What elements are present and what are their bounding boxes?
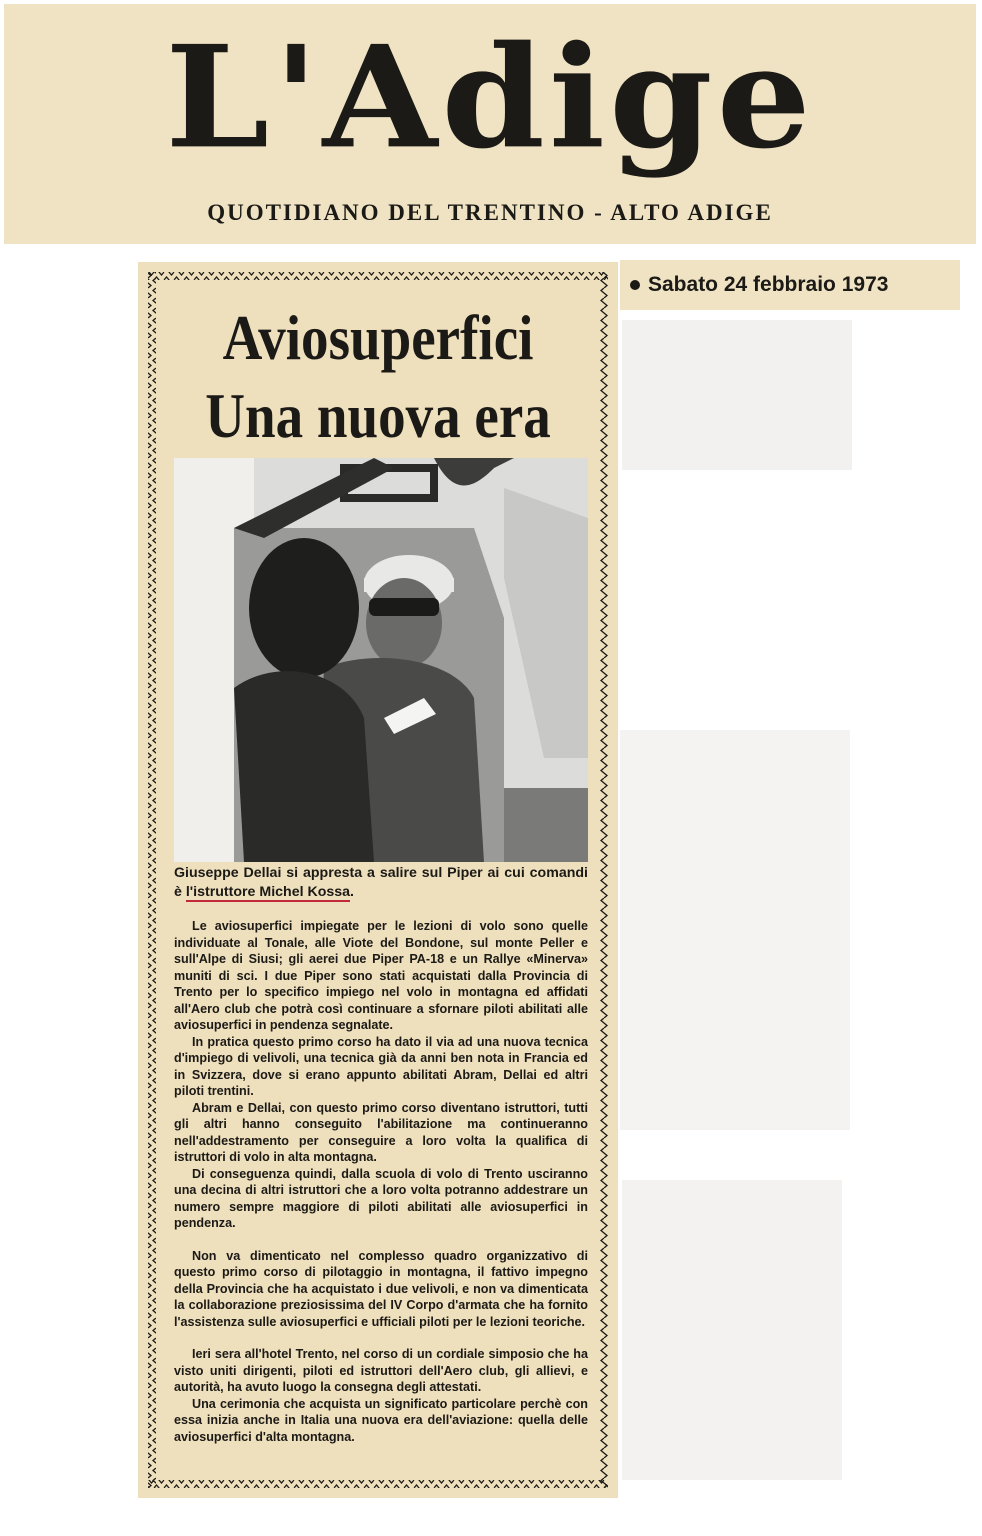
paragraph: In pratica questo primo corso ha dato il via ad una nuova tecnica d'impiego di velivoli, una tecnica già da anni ben nota in Francia ed in Svizzera, dove si erano appunto abilitati Abram, Dellai ed altri piloti trentini. <box>174 1034 588 1098</box>
caption-end: . <box>350 884 354 900</box>
article-clipping <box>138 262 618 1498</box>
paragraph: Una cerimonia che acquista un significato particolare perchè con essa inizia anche in Italia una nuova era dell'aviazione: quella delle aviosuperfici d'alta montagna. <box>174 1396 588 1444</box>
paragraph: Le aviosuperfici impiegate per le lezioni di volo sono quelle individuate al Tonale, alle Viote del Bondone, sul monte Peller e sull'Alpe di Siusi; gli aerei due Piper PA-18 e un Rallye «Minerva» muniti di sci. I due Piper sono stati acquistati dalla Provincia di Trento per lo specifico impiego nel volo in montagna ed affidati all'Aero club che potrà così continuare a sfornare piloti abilitati alle aviosuperfici in pendenza segnalate. <box>174 919 588 1032</box>
paragraph: Ieri sera all'hotel Trento, nel corso di un cordiale simposio che ha visto uniti dirigenti, piloti ed istruttori dell'Aero club, gli allievi, e autorità, ha avuto luogo la consegna degli attestati. <box>174 1347 588 1394</box>
publication-date: Sabato 24 febbraio 1973 <box>648 273 889 296</box>
article-body <box>174 918 588 1445</box>
article-photo <box>174 458 588 862</box>
faded-column-block <box>622 320 852 470</box>
headline-line-1: Aviosuperfici <box>222 302 534 373</box>
paragraph: Abram e Dellai, con questo primo corso diventano istruttori, tutti gli altri hanno conseguito l'abilitazione ma continueranno nell'addestramento per conseguire a loro volta la qualifica di istruttori di volo in alta montagna. <box>174 1100 588 1164</box>
faded-photo-block <box>622 1180 842 1480</box>
photo-illustration <box>174 458 588 862</box>
newspaper-title: L'Adige <box>165 14 815 180</box>
newspaper-subtitle: QUOTIDIANO DEL TRENTINO - ALTO ADIGE <box>207 200 773 225</box>
faded-photo-block <box>620 730 850 1130</box>
bullet-icon <box>630 280 640 290</box>
caption-text: Giuseppe Dellai si appresta a salire sul Piper ai cui comandi è <box>174 865 588 900</box>
masthead <box>4 4 976 244</box>
photo-caption <box>174 864 588 902</box>
paragraph: Non va dimenticato nel complesso quadro organizzativo di questo primo corso di pilotaggio in montagna, il fattivo impegno della Provincia che ha acquistato i due velivoli, e non va dimenticata la collaborazione preziosissima del IV Corpo d'armata che ha fornito l'assistenza sulle aviosuperfici e ufficiali piloti per le lezioni teoriche. <box>174 1248 588 1329</box>
paragraph: Di conseguenza quindi, dalla scuola di volo di Trento usciranno una decina di altri istruttori che a loro volta potranno addestrare un numero sempre maggiore di piloti abilitati alle aviosuperfici in pendenza. <box>174 1166 588 1230</box>
headline-line-2: Una nuova era <box>205 380 551 451</box>
caption-underlined-name: l'istruttore Michel Kossa <box>185 884 351 900</box>
date-strip <box>620 260 960 310</box>
